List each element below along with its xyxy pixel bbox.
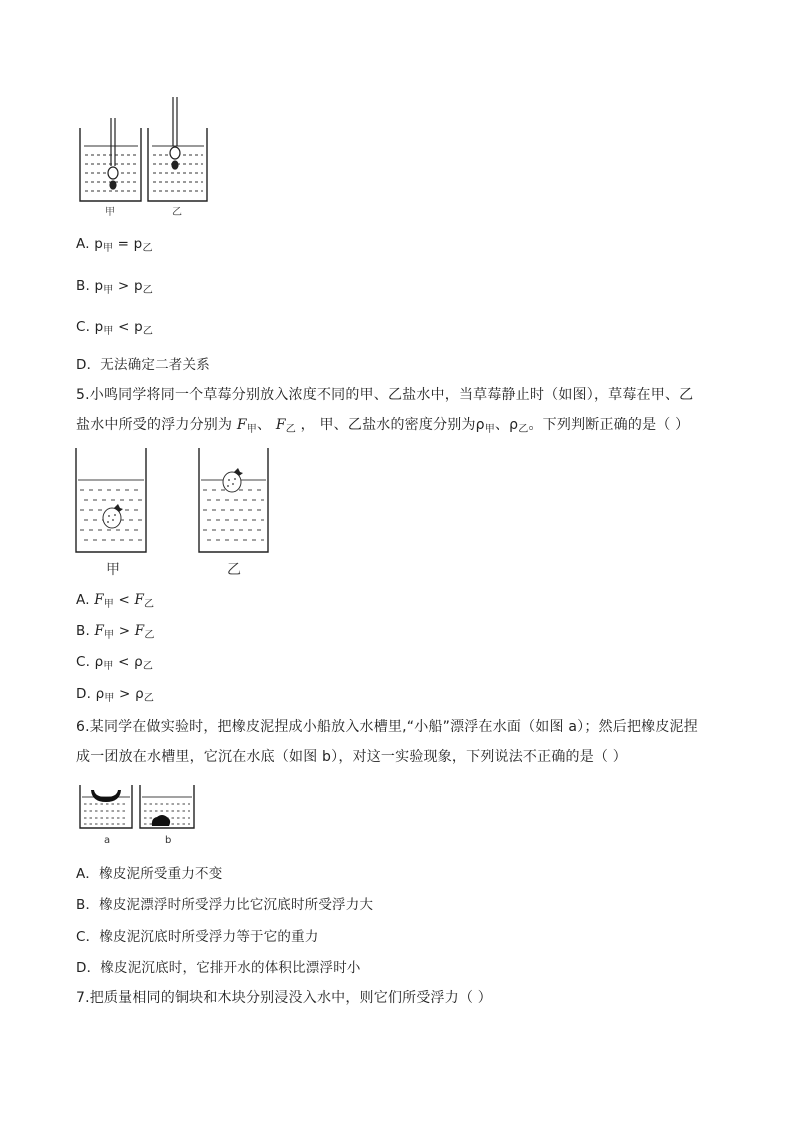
option-sub: 乙 <box>142 285 153 296</box>
q7-stem-line1: 7.把质量相同的铜块和木块分别浸没入水中，则它们所受浮力（ ） <box>76 990 493 1006</box>
q5-rho2: ρ <box>509 417 519 433</box>
option-operator: < <box>113 592 135 608</box>
option-letter: B. <box>76 623 95 639</box>
option-sub: 乙 <box>144 630 155 641</box>
option-sub: 乙 <box>142 326 154 337</box>
option-letter: A. <box>76 236 95 252</box>
q5-F2-sub: 乙 <box>285 424 296 435</box>
q6-option-d[interactable]: D．橡皮泥沉底时，它排开水的体积比漂浮时小 <box>76 960 361 976</box>
option-sub: 甲 <box>103 661 114 672</box>
strawberry-right-icon <box>223 468 243 492</box>
option-symbol: ρ <box>94 654 104 670</box>
figure1-label-right: 乙 <box>172 207 182 218</box>
q5-rho2-sub: 乙 <box>518 424 529 435</box>
q6-option-c[interactable]: C．橡皮泥沉底时所受浮力等于它的重力 <box>76 929 319 945</box>
option-letter: C. <box>76 654 95 670</box>
option-operator: = <box>113 236 134 252</box>
option-operator: < <box>113 319 135 335</box>
q5-option-a[interactable] <box>76 592 154 610</box>
option-symbol: F <box>94 623 105 639</box>
figure2-label-right: 乙 <box>227 562 241 578</box>
option-operator: > <box>113 278 134 294</box>
option-symbol: p <box>94 278 104 294</box>
q5-F1-sub: 甲 <box>246 424 257 435</box>
option-symbol: p <box>133 236 143 252</box>
q5-rho1: ρ <box>475 417 485 433</box>
q5-sep: 、 <box>256 417 276 433</box>
option-symbol: F <box>134 592 145 608</box>
strawberry-left-icon <box>103 504 123 528</box>
plasticine-lump-icon <box>152 815 170 826</box>
q6-option-b[interactable]: B．橡皮泥漂浮时所受浮力比它沉底时所受浮力大 <box>76 897 374 913</box>
q5-text: 。下列判断正确的是（ ） <box>528 417 690 433</box>
q5-option-c[interactable] <box>76 654 153 672</box>
figure3-label-b: b <box>165 835 172 846</box>
option-sub: 甲 <box>102 243 114 254</box>
q4-option-b[interactable] <box>76 278 153 296</box>
figure3-label-a: a <box>104 835 111 846</box>
q5-F1: F <box>236 417 247 433</box>
densimeter-right <box>170 97 180 169</box>
option-letter: C. <box>76 319 95 335</box>
figure-densimeters <box>0 0 794 230</box>
option-symbol: p <box>134 319 143 335</box>
option-sub: 乙 <box>144 599 155 610</box>
tank-a <box>80 785 132 828</box>
option-sub: 乙 <box>142 243 153 254</box>
q5-rho1-sub: 甲 <box>484 424 495 435</box>
option-symbol: ρ <box>134 654 143 670</box>
q5-option-b[interactable] <box>76 623 155 641</box>
q6-stem-line2: 成一团放在水槽里，它沉在水底（如图 b），对这一实验现象，下列说法不正确的是（ ） <box>76 749 627 765</box>
option-letter: D. <box>76 686 96 702</box>
option-symbol: F <box>134 623 145 639</box>
figure2-label-left: 甲 <box>106 562 120 578</box>
option-symbol: p <box>94 236 103 252</box>
q6-stem-line1: 6.某同学在做实验时，把橡皮泥捏成小船放入水槽里,“小船”漂浮在水面（如图 a）；然后把橡皮泥捏 <box>76 719 698 735</box>
option-letter: A. <box>76 592 95 608</box>
option-sub: 甲 <box>103 599 114 610</box>
q5-stem-line1: 5.小鸣同学将同一个草莓分别放入浓度不同的甲、乙盐水中，当草莓静止时（如图），草莓在甲、乙 <box>76 387 694 403</box>
q5-option-d[interactable] <box>76 686 154 704</box>
option-symbol: p <box>94 319 104 335</box>
option-symbol: ρ <box>95 686 105 702</box>
q5-text: ， 甲、乙盐水的密度分别为 <box>295 417 476 433</box>
option-operator: > <box>114 686 136 702</box>
figure1-label-left: 甲 <box>105 207 115 218</box>
figure-plasticine <box>0 780 794 850</box>
option-symbol: F <box>94 592 104 608</box>
option-symbol: p <box>133 278 143 294</box>
option-sub: 乙 <box>142 661 154 672</box>
option-sub: 乙 <box>143 693 155 704</box>
option-operator: > <box>114 623 135 639</box>
option-sub: 甲 <box>103 326 114 337</box>
plasticine-boat-icon <box>91 790 121 802</box>
option-sub: 甲 <box>104 693 115 704</box>
option-sub: 甲 <box>104 630 115 641</box>
option-operator: < <box>113 654 135 670</box>
option-sub: 甲 <box>103 285 114 296</box>
q6-option-a[interactable]: A．橡皮泥所受重力不变 <box>76 866 223 882</box>
option-letter: B. <box>76 278 95 294</box>
q5-F2: F <box>275 417 286 433</box>
densimeter-left <box>108 118 118 189</box>
q4-option-c[interactable] <box>76 319 153 337</box>
q5-sep: 、 <box>494 417 510 433</box>
q4-option-a[interactable] <box>76 236 153 254</box>
figure-strawberry <box>0 440 794 585</box>
q5-stem-line2 <box>76 414 689 435</box>
q5-text: 盐水中所受的浮力分别为 <box>76 417 237 433</box>
q4-option-d[interactable]: D．无法确定二者关系 <box>76 357 210 373</box>
option-symbol: ρ <box>135 686 144 702</box>
